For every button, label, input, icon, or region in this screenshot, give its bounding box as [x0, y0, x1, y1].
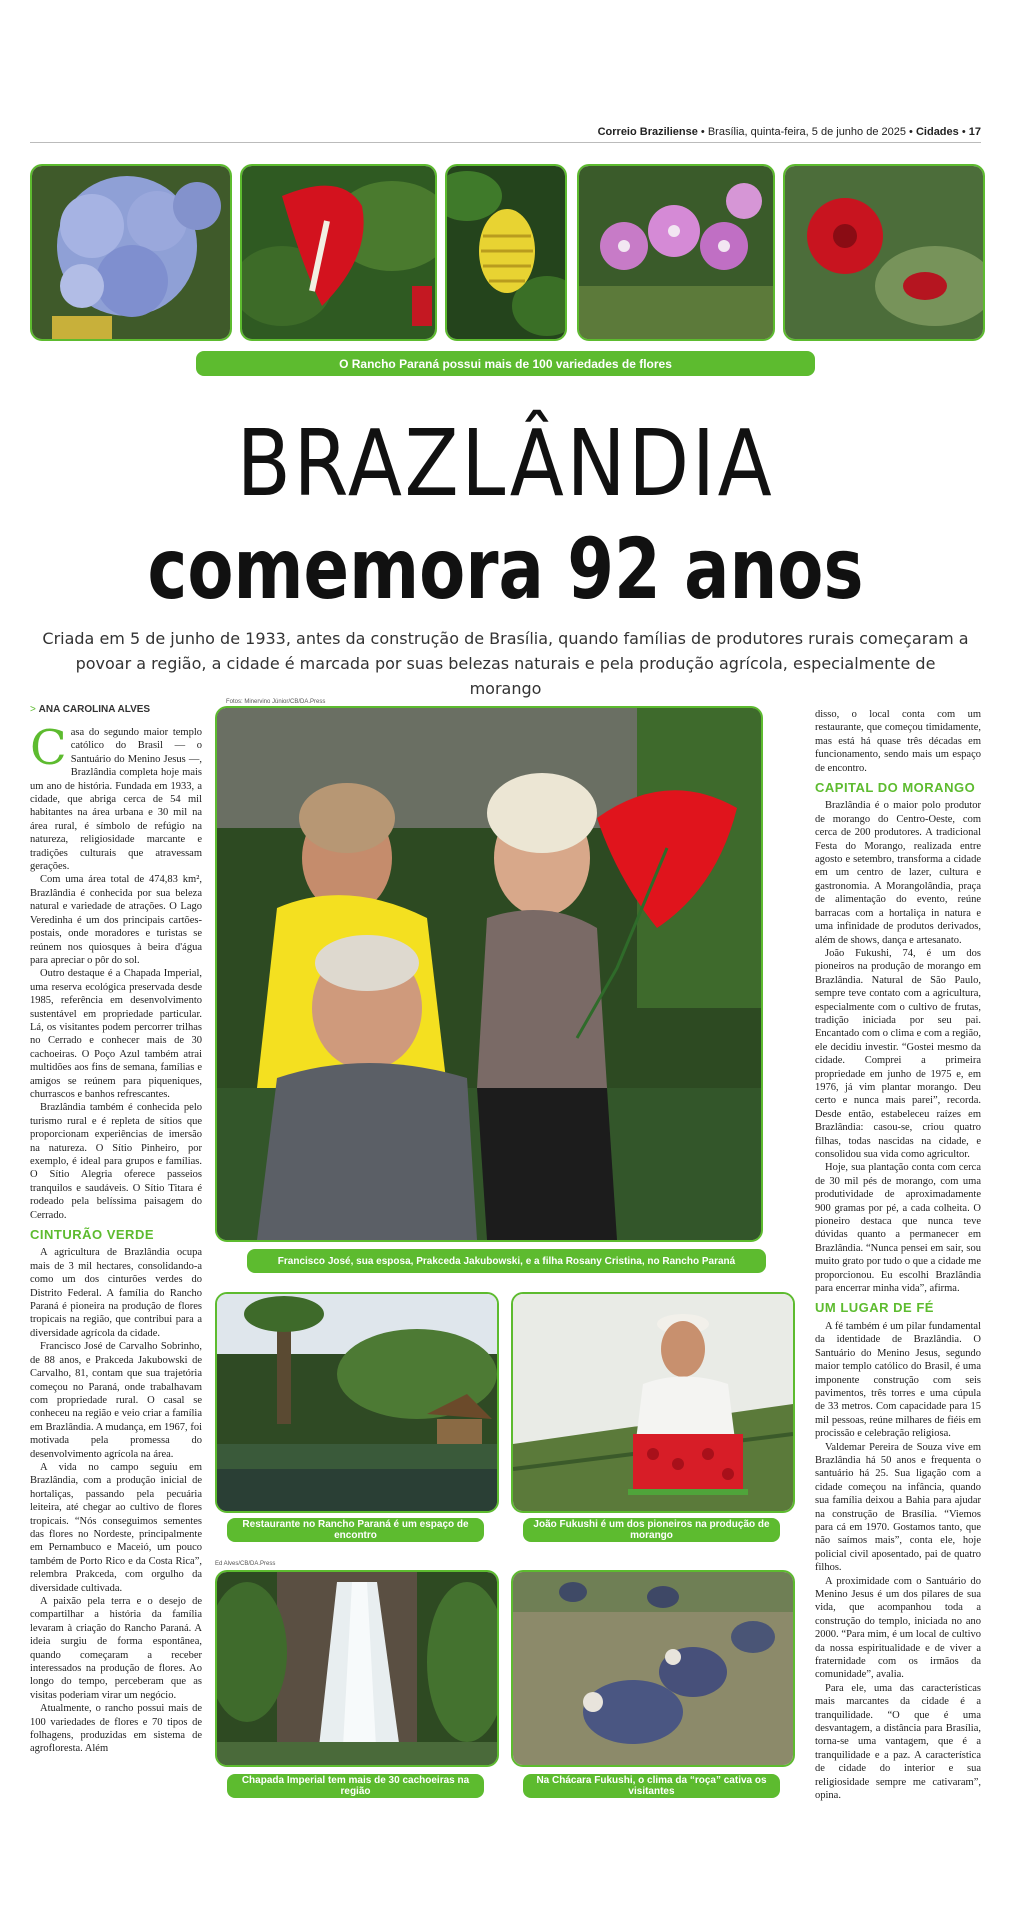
- page-folio: Correio Braziliense • Brasília, quinta-feira, 5 de junho de 2025 • Cidades • 17: [597, 126, 981, 138]
- left-column: [30, 726, 202, 1904]
- orchids-image: [579, 166, 773, 339]
- subhead-um-lugar-de-fe: UM LUGAR DE FÉ: [815, 1300, 934, 1316]
- page-number: 17: [968, 126, 981, 138]
- article-paragraph: Com uma área total de 474,83 km², Brazlândia é conhecida por sua beleza natural e variedade de atrações. O Lago Veredinha é um dos principais cartões-postais, onde moradores e turistas se reúnem nos quiosques à beira d'água para apreciar o pôr do sol.: [30, 874, 202, 966]
- article-paragraph: A paixão pela terra e o desejo de compartilhar a história da família levaram à criação do Rancho Paraná. A ideia surgiu de forma espontânea, quando começaram a receber interessados na produção de flores. Ao longo do tempo, perceberam que as visitas poderiam virar um negócio.: [30, 1596, 202, 1701]
- photo-hydrangea: [30, 164, 232, 341]
- subhead-cinturao-verde: CINTURÃO VERDE: [30, 1227, 155, 1243]
- main-photo-caption: Francisco José, sua esposa, Prakceda Jakubowski, e a filha Rosany Cristina, no Rancho Paraná: [247, 1249, 766, 1273]
- section-name: Cidades: [915, 126, 959, 138]
- article-paragraph: A proximidade com o Santuário do Menino Jesus é um dos pilares de sua vida, que acompanhou toda a construção do templo, iniciada no ano 2000. “Para mim, é um local de cultivo da nossa espiritualidade e de viver a fraternidade com os irmãos da comunidade”, avalia.: [815, 1575, 981, 1681]
- article-paragraph: A agricultura de Brazlândia ocupa mais de 3 mil hectares, consolidando-a como um dos cinturões verdes do Distrito Federal. A família do Rancho Paraná é pioneira na produção de flores tropicais na região, que contribui para a diversidade agrícola da cidade.: [30, 1247, 202, 1339]
- right-column: [815, 708, 981, 1904]
- photo-joao: [511, 1292, 795, 1513]
- guinea-fowl-image: [513, 1572, 793, 1765]
- hydrangea-image: [32, 166, 230, 339]
- photo-anthurium: [240, 164, 437, 341]
- article-paragraph: Para ele, uma das características mais marcantes da cidade é a tranquilidade. “O que é uma desvantagem, a distância para Brasília, torna-se uma vantagem, que é a tranquilidade e a paz. A característica de cidade do interior e sua religiosidade sempre me cativaram”, opina.: [815, 1682, 981, 1802]
- photo-waterfall: [215, 1570, 499, 1767]
- photo-ginger: [445, 164, 567, 341]
- article-paragraph: João Fukushi, 74, é um dos pioneiros na produção de morango em Brazlândia. Natural de São Paulo, sempre teve contato com a agricultura, especialmente com o cultivo de frutas, tradição iniciada por seu pai. Encantado com o clima e com a região, ele decidiu investir. “Gostei mesmo da cidade. Comprei a primeira propriedade em junho de 1975 e, em 1976, já vim plantar morango. Deu certo e nunca mais parei”, recorda. Desde então, estabeleceu raízes em Brazlândia: casou-se, criou quatro filhas, todas nascidas na cidade, e consolidou sua vida como agricultor.: [815, 947, 981, 1160]
- main-photo: [215, 706, 763, 1242]
- article-paragraph: Hoje, sua plantação conta com cerca de 30 mil pés de morango, com uma produtividade de aproximadamente 900 gramas por pé, a cada colheita. O pioneiro destaca que nunca teve dúvidas quanto a permanecer em Brazlândia. “Nunca pensei em sair, sou muito grato por tudo o que a cidade me proporcionou. Eu escolhi Brazlândia para encerrar minha vida”, afirma.: [815, 1162, 981, 1295]
- deck: Criada em 5 de junho de 1933, antes da construção de Brasília, quando famílias de produtores rurais começaram a povoar a região, a cidade é marcada por suas belezas naturais e pela produção agrícola, especialmente de morango: [42, 629, 969, 698]
- waterfall-caption: Chapada Imperial tem mais de 30 cachoeiras na região: [227, 1774, 484, 1798]
- newspaper-name: Correio Braziliense: [597, 126, 698, 138]
- byline: [30, 704, 150, 715]
- byline-marker: >: [30, 704, 36, 715]
- header-rule: [30, 142, 981, 143]
- flowers-caption: O Rancho Paraná possui mais de 100 variedades de flores: [196, 351, 815, 376]
- article-paragraph: disso, o local conta com um restaurante, que começou timidamente, mas está há quase três décadas em funcionamento, sendo mais um espaço de encontro.: [815, 709, 981, 774]
- article-paragraph: Atualmente, o rancho possui mais de 100 variedades de flores e 70 tipos de folhagens, produzidas em sistema de agrofloresta. Além: [30, 1703, 202, 1755]
- article-paragraph: Francisco José de Carvalho Sobrinho, de 88 anos, e Prakceda Jakubowski de Carvalho, 81, contam que sua trajetória começou no Paraná, onde trabalhavam com propriedade rural. O casal se conheceu na região e veio criar a família em Brazlândia. A mudança, em 1967, foi motivada pela promessa do desenvolvimento agrícola na área.: [30, 1341, 202, 1460]
- photo-chacara: [511, 1570, 795, 1767]
- article-paragraph: A vida no campo seguiu em Brazlândia, com a produção inicial de hortaliças, passando pela pecuária leiteira, até chegar ao cultivo de flores tropicais. “Nós conseguimos sementes das flores no Nordeste, principalmente em Pernambuco e Maceió, um pouco também de Porto Rico e da Costa Rica”, relembra Prakceda, com orgulho da diversidade cultivada.: [30, 1461, 202, 1594]
- subhead-capital-do-morango: CAPITAL DO MORANGO: [815, 780, 976, 796]
- restaurant-image: [217, 1294, 497, 1511]
- restaurant-caption: Restaurante no Rancho Paraná é um espaço de encontro: [227, 1518, 484, 1542]
- chacara-caption: Na Chácara Fukushi, o clima da “roça” cativa os visitantes: [523, 1774, 780, 1798]
- photo-restaurant: [215, 1292, 499, 1513]
- article-paragraph: Brazlândia também é conhecida pelo turismo rural e é repleta de sítios que proporcionam experiências de imersão na natureza. O Sítio Pinheiro, por exemplo, é ideal para grupos e famílias. O Sítio Alegria oferece passeios tranquilos e saudáveis. O Sítio Titara é rodeado pela belíssima paisagem do Cerrado.: [30, 1102, 202, 1221]
- hibiscus-image: [785, 166, 983, 339]
- article-paragraph: Brazlândia é o maior polo produtor de morango do Centro-Oeste, com cerca de 200 produtores. A tradicional Festa do Morango, realizada entre agosto e setembro, transforma a cidade em um centro de lazer, cultura e gastronomia. A Morangolândia, praça de alimentação do evento, reúne barracas com a hortaliça in natura e uma infinidade de produtos derivados, além de shows, dança e artesanato.: [815, 800, 981, 946]
- headline-line-1: BRAZLÂNDIA: [236, 410, 775, 517]
- byline-author: ANA CAROLINA ALVES: [38, 704, 151, 715]
- joao-strawberries-image: [513, 1294, 793, 1511]
- article-paragraph: asa do segundo maior templo católico do Brasil — o Santuário do Menino Jesus —, Brazlândia completa hoje mais um ano de história. Fundada em 1933, a cidade, que abriga cerca de 54 mil habitantes na área urbana e 30 mil na área rural, é símbolo de refúgio na natureza, religiosidade marcante e tradições culturais que atravessam gerações.: [30, 727, 202, 873]
- photo-orchids: [577, 164, 775, 341]
- joao-caption: João Fukushi é um dos pioneiros na produção de morango: [523, 1518, 780, 1542]
- headline-line-2: comemora 92 anos: [147, 520, 864, 618]
- family-portrait-image: [217, 708, 761, 1240]
- anthurium-image: [242, 166, 435, 339]
- photo-hibiscus: [783, 164, 985, 341]
- date-line: Brasília, quinta-feira, 5 de junho de 2025: [707, 126, 906, 138]
- waterfall-image: [217, 1572, 497, 1765]
- article-paragraph: A fé também é um pilar fundamental da identidade de Brazlândia. O Santuário do Menino Jesus, segundo maior templo católico do Brasil, é uma imponente construção com seis pavimentos, três torres e uma cúpula de 33 metros. Com capacidade para 15 mil pessoas, reúne milhares de fiéis em procissão e celebração religiosa.: [815, 1320, 981, 1440]
- article-paragraph: Valdemar Pereira de Souza vive em Brazlândia há 50 anos e frequenta o santuário há 25. Sua ligação com a cidade começou na infância, quando sua família deixou a Bahia para ajudar na construção de Brasília. “Viemos para cá em 1970. Gostamos tanto, que não saímos mais”, conta ele, hoje policial civil aposentado, pai de quatro filhos.: [815, 1441, 981, 1574]
- ginger-image: [447, 166, 565, 339]
- main-photo-credit: Fotos: Minervino Júnior/CB/DA.Press: [226, 699, 326, 705]
- article-paragraph: Outro destaque é a Chapada Imperial, uma reserva ecológica preservada desde 1985, referência em desenvolvimento sustentável em propriedade particular. Lá, os visitantes podem percorrer trilhas no Cerrado e conhecer mais de 30 cachoeiras. O Poço Azul também atrai multidões aos fins de semana, famílias e amigos se reúnem para piqueniques, churrascos e banhos refrescantes.: [30, 968, 202, 1100]
- waterfall-credit: Ed Alves/CB/DA.Press: [215, 1561, 276, 1567]
- drop-cap: C: [30, 726, 67, 776]
- article-lead: [30, 726, 202, 873]
